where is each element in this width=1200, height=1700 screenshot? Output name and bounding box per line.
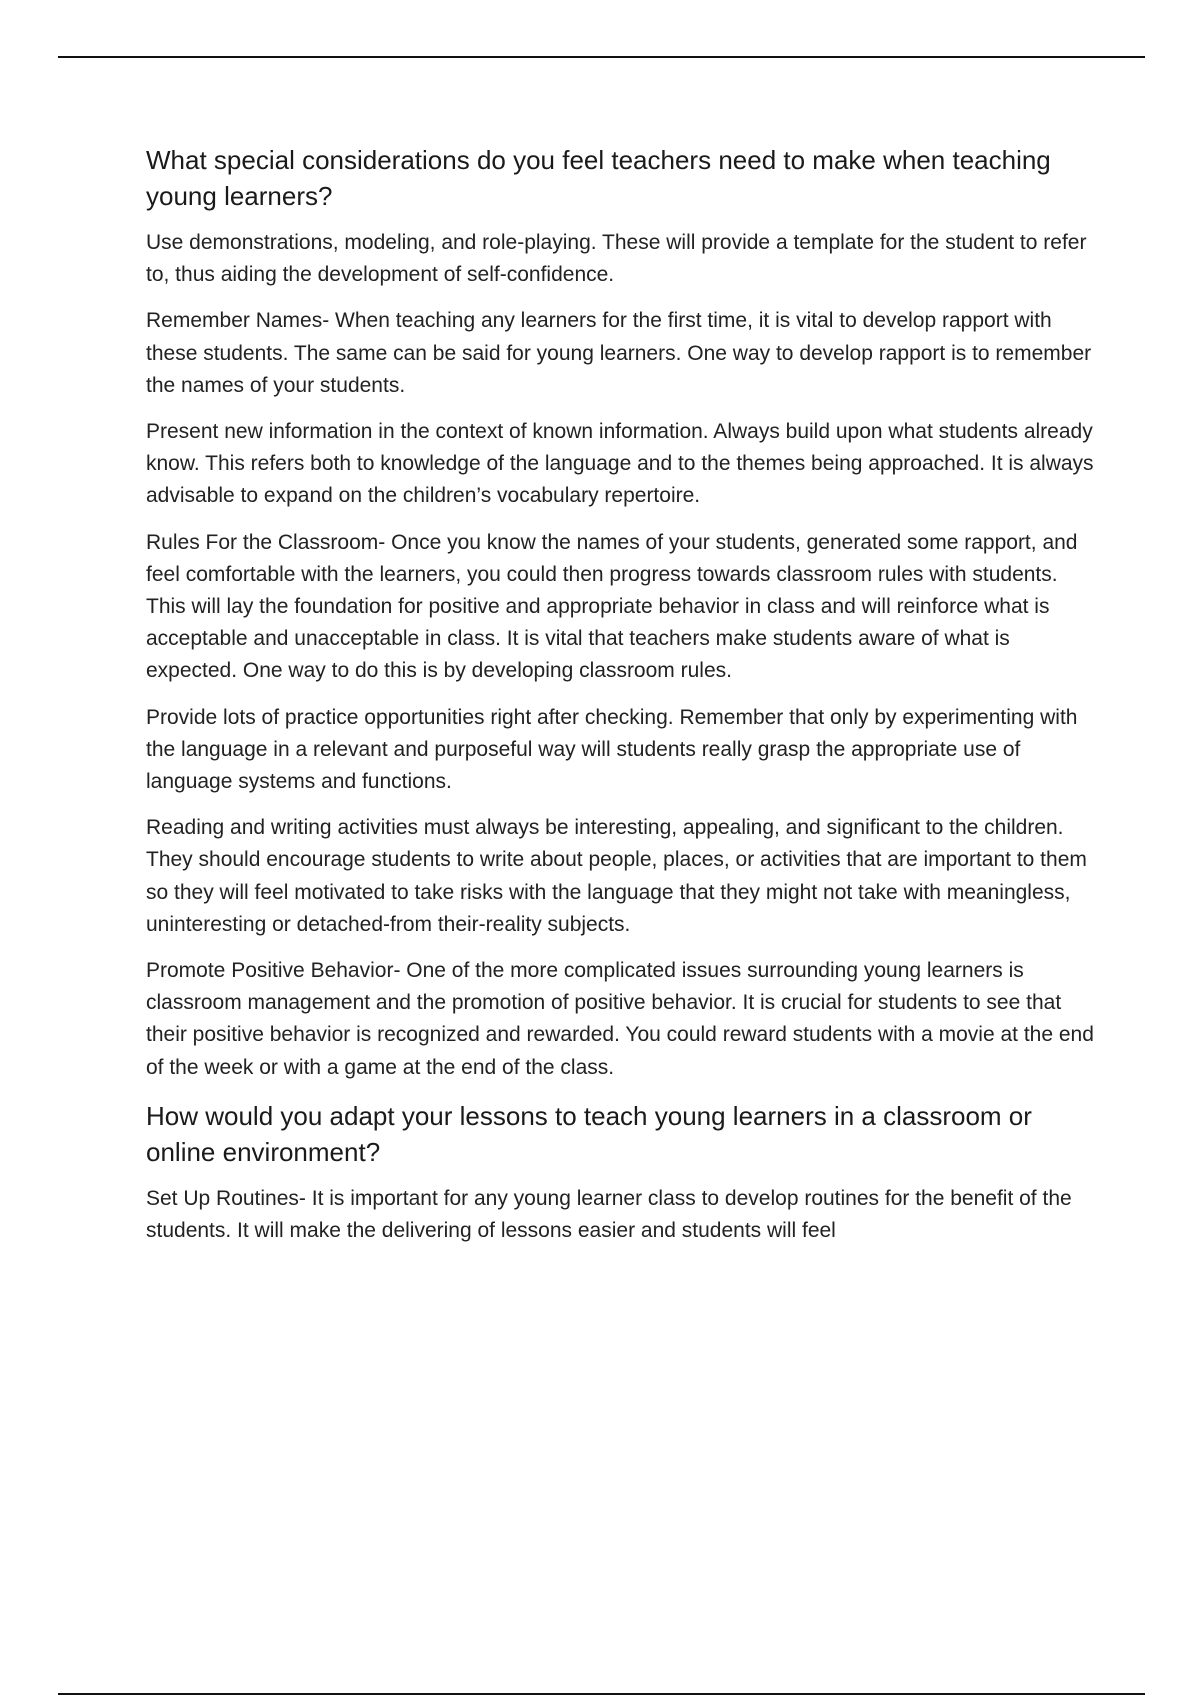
document-body [146, 142, 1101, 1261]
paragraph: Set Up Routines- It is important for any young learner class to develop routines for the benefit of the students. It will make the delivering of lessons easier and students will feel [146, 1186, 1072, 1243]
section-heading: What special considerations do you feel teachers need to make when teaching young learners? [146, 145, 1051, 211]
paragraph: Rules For the Classroom- Once you know the names of your students, generated some rapport, and feel comfortable with the learners, you could then progress towards classroom rules with students. This will lay the foundation for positive and appropriate behavior in class and will reinforce what is acceptable and unacceptable in class. It is vital that teachers make students aware of what is expected. One way to do this is by developing classroom rules. [146, 530, 1078, 683]
paragraph: Provide lots of practice opportunities right after checking. Remember that only by experimenting with the language in a relevant and purposeful way will students really grasp the appropriate use of language systems and functions. [146, 705, 1078, 794]
bottom-rule [58, 1693, 1145, 1695]
section-heading: How would you adapt your lessons to teach young learners in a classroom or online environment? [146, 1100, 1032, 1167]
paragraph: Use demonstrations, modeling, and role-playing. These will provide a template for the student to refer to, thus aiding the development of self-confidence. [146, 231, 1087, 287]
top-rule [58, 56, 1145, 58]
paragraph: Remember Names- When teaching any learners for the first time, it is vital to develop rapport with these students. The same can be said for young learners. One way to develop rapport is to remember the names of your students. [146, 309, 1092, 397]
paragraph: Reading and writing activities must always be interesting, appealing, and significant to the children. They should encourage students to write about people, places, or activities that are important to them so they will feel motivated to take risks with the language that they might not take with meaningless, uninteresting or detached-from their-reality subjects. [146, 816, 1087, 936]
paragraph: Present new information in the context of known information. Always build upon what students already know. This refers both to knowledge of the language and to the themes being approached. It is always advisable to expand on the children’s vocabulary repertoire. [146, 420, 1094, 508]
paragraph: Promote Positive Behavior- One of the more complicated issues surrounding young learners is classroom management and the promotion of positive behavior. It is crucial for students to see that their positive behavior is recognized and rewarded. You could reward students with a movie at the end of the week or with a game at the end of the class. [146, 959, 1094, 1079]
